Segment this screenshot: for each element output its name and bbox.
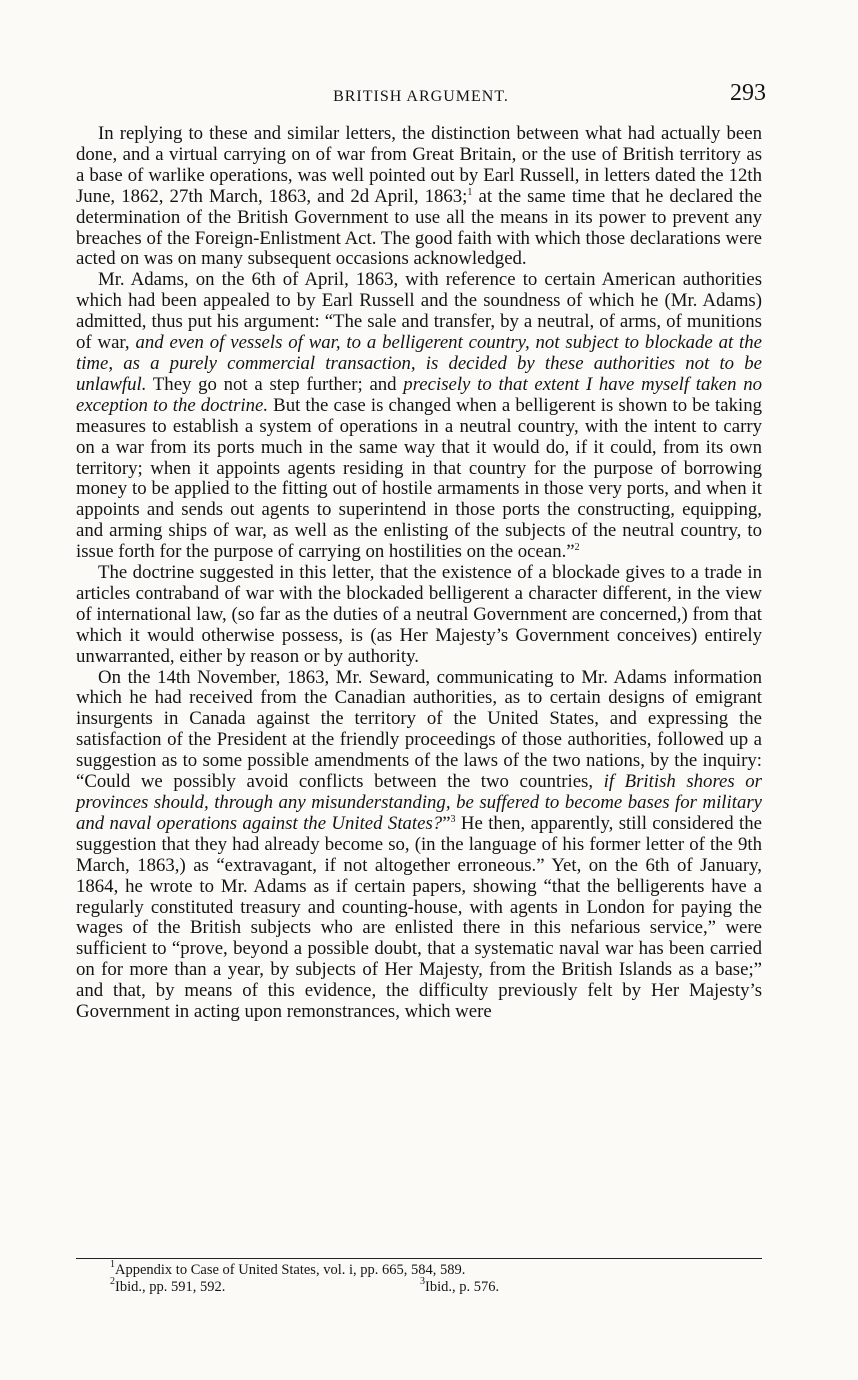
- footnote-text: Ibid., p. 576.: [425, 1279, 500, 1295]
- footnote-ref: 1: [467, 186, 473, 198]
- paragraph-text: He then, apparently, still considered the suggestion that they had already become so, (in the language of his former letter of the 9th March, 1863,) as “extravagant, if not altogether erroneous.” Yet, on the 6th of January, 1864, he wrote to Mr. Adams as if certain papers, showing “that the belligerents have a regularly constituted treasury and counting-house, with agents in London for paying the wages of the British subjects who are enlisted there in this nefarious service,” were sufficient to “prove, beyond a possible doubt, that a systematic naval war has been carried on for more than a year, by subjects of Her Majesty, from the British Islands as a base;” and that, by means of this evidence, the difficulty previously felt by Her Majesty’s Government in acting upon remonstrances, which were: [76, 812, 762, 1023]
- italic-quote: precisely to that extent I have myself taken no exception to the doctrine.: [76, 373, 762, 416]
- paragraph-2: [76, 270, 762, 563]
- body-text: [76, 124, 762, 1023]
- paragraph-text: at the same time that he declared the determination of the British Government to use all the means in its power to prevent any breaches of the Foreign-Enlistment Act. The good faith with which those declarations were acted on was on many subsequent occasions acknowledged.: [76, 185, 762, 270]
- footnote-text: Appendix to Case of United States, vol. i, pp. 665, 584, 589.: [115, 1262, 466, 1278]
- footnote-mark: 1: [110, 1259, 115, 1270]
- paragraph-text: But the case is changed when a belligerent is shown to be taking measures to establish a system of operations in a neutral country, with the intent to carry on a war from its ports much in the same way that it would do, if it could, from its own territory; when it appoints agents residing in that country for the purpose of borrowing money to be applied to the fitting out of hostile armaments in those very ports, and when it appoints and sends out agents to superintend in those ports the constructing, equipping, and arming ships of war, as well as the enlisting of the subjects of the neutral country, to issue forth for the purpose of carrying on hostilities on the ocean.”: [76, 394, 762, 563]
- footnote-1: [110, 1259, 710, 1279]
- paragraph-text: On the 14th November, 1863, Mr. Seward, communicating to Mr. Adams information which he had received from the Canadian authorities, as to certain designs of emigrant insurgents in Canada against the territory of the United States, and expressing the satisfaction of the President at the friendly proceedings of those authorities, followed up a suggestion as to some possible amendments of the laws of the two nations, by the inquiry: “Could we possibly avoid conflicts between the two countries,: [76, 666, 762, 793]
- paragraph-3: [76, 563, 762, 668]
- paragraph-4: [76, 668, 762, 1023]
- footnote-mark: 3: [420, 1276, 425, 1287]
- italic-quote: and even of vessels of war, to a belligerent country, not subject to blockade at the time, as a purely commercial transaction, is decided by these authorities not to be unlawful.: [76, 332, 762, 395]
- footnote-text: Ibid., pp. 591, 592.: [115, 1279, 226, 1295]
- paragraph-text: ”: [442, 812, 451, 834]
- footnote-mark: 2: [110, 1276, 115, 1287]
- footnote-3: [420, 1276, 500, 1296]
- page-header: [76, 80, 766, 120]
- paragraph-text: They go not a step further; and: [146, 373, 404, 395]
- footnote-ref: 2: [574, 542, 580, 554]
- paragraph-text: The doctrine suggested in this letter, that the existence of a blockade gives to a trade in articles contraband of war with the blockaded belligerent a character different, in the view of international law, (so far as the duties of a neutral Government are concerned,) from that which it would otherwise possess, is (as Her Majesty’s Government conceives) entirely unwarranted, either by reason or by authority.: [76, 562, 762, 667]
- paragraph-text: Mr. Adams, on the 6th of April, 1863, with reference to certain American authorities which had been appealed to by Earl Russell and the soundness of which he (Mr. Adams) admitted, thus put his argument: “The sale and transfer, by a neutral, of arms, of munitions of war,: [76, 269, 762, 354]
- paragraph-text: In replying to these and similar letters, the distinction between what had actually been done, and a virtual carrying on of war from Great Britain, or the use of British territory as a base of warlike operations, was well pointed out by Earl Russell, in letters dated the 12th June, 1862, 27th March, 1863, and 2d April, 1863;: [76, 123, 762, 207]
- footnote-rule: [76, 1258, 762, 1259]
- running-head: BRITISH ARGUMENT.: [333, 88, 509, 105]
- footnote-ref: 3: [450, 813, 456, 825]
- page-number: 293: [730, 80, 766, 106]
- paragraph-1: [76, 124, 762, 270]
- footnotes: [110, 1259, 710, 1296]
- footnote-row: [110, 1276, 710, 1296]
- footnote-2: [110, 1276, 226, 1295]
- italic-quote: if British shores or provinces should, through any misunderstanding, be suffered to become bases for military and naval operations against the United States?: [76, 771, 762, 834]
